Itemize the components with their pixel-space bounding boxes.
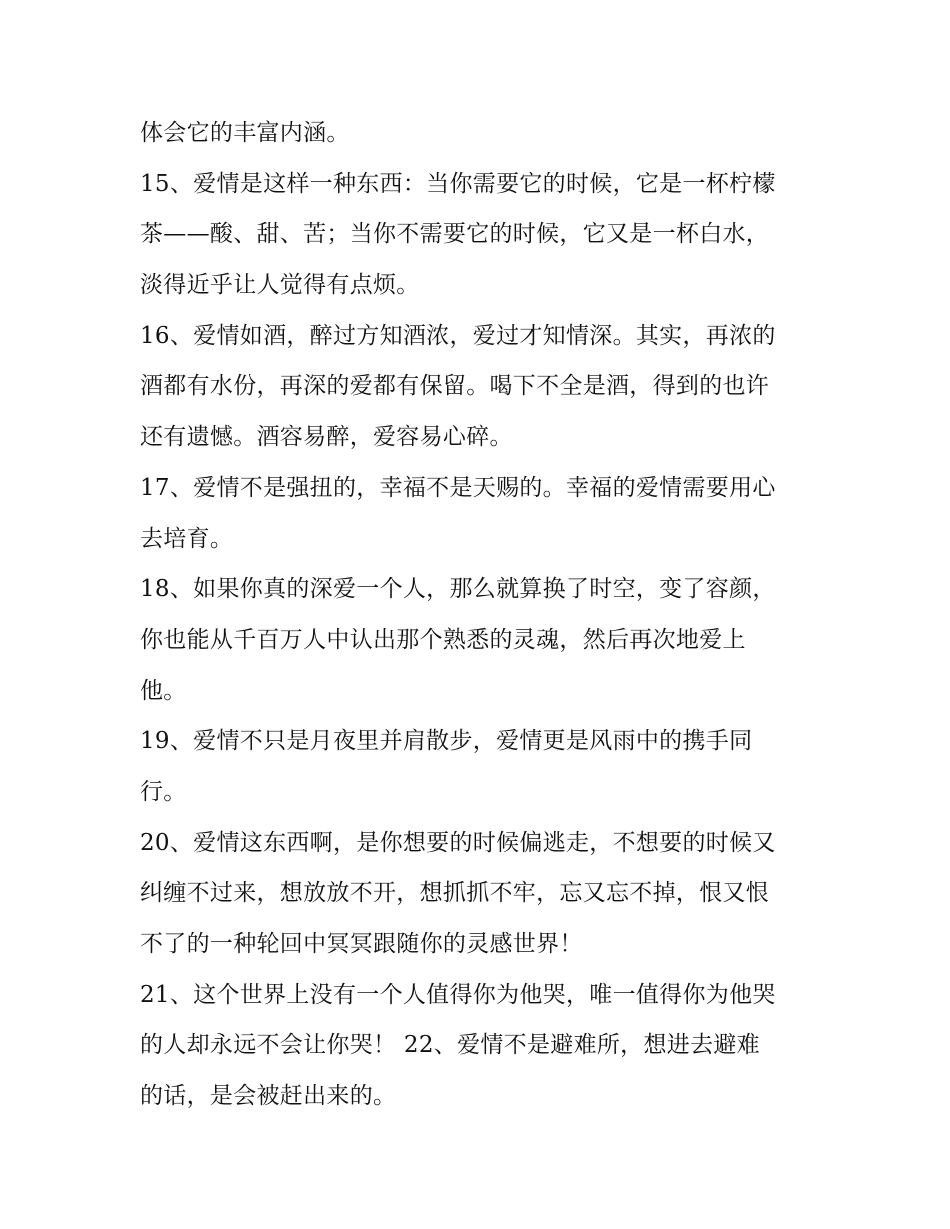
text-line: 酒都有水份，再深的爱都有保留。喝下不全是酒，得到的也许 <box>140 373 770 400</box>
text-line: 他。 <box>140 677 187 704</box>
text-line: 15、爱情是这样一种东西：当你需要它的时候，它是一杯柠檬 <box>140 170 776 197</box>
text-line: 17、爱情不是强扭的，幸福不是天赐的。幸福的爱情需要用心 <box>140 474 776 501</box>
text-line: 的人却永远不会让你哭！ 22、爱情不是避难所，想进去避难 <box>140 1032 760 1059</box>
text-line: 16、爱情如酒，醉过方知酒浓，爱过才知情深。其实，再浓的 <box>140 322 776 349</box>
text-line: 18、如果你真的深爱一个人，那么就算换了时空，变了容颜， <box>140 576 776 603</box>
text-line: 19、爱情不只是月夜里并肩散步，爱情更是风雨中的携手同 <box>140 728 753 755</box>
text-line: 淡得近乎让人觉得有点烦。 <box>140 272 420 299</box>
document-body <box>140 108 820 1122</box>
text-line: 茶——酸、甜、苦；当你不需要它的时候，它又是一杯白水， <box>140 221 770 248</box>
text-line: 体会它的丰富内涵。 <box>140 120 350 146</box>
text-line: 去培育。 <box>140 525 234 552</box>
text-line: 的话，是会被赶出来的。 <box>140 1083 397 1110</box>
text-line: 不了的一种轮回中冥冥跟随你的灵感世界！ <box>140 931 583 957</box>
text-line: 20、爱情这东西啊，是你想要的时候偏逃走，不想要的时候又 <box>140 829 776 856</box>
text-line: 你也能从千百万人中认出那个熟悉的灵魂，然后再次地爱上 <box>140 626 746 653</box>
text-line: 还有遗憾。酒容易醉，爱容易心碎。 <box>140 424 513 451</box>
text-line: 行。 <box>140 778 187 805</box>
text-line: 21、这个世界上没有一个人值得你为他哭，唯一值得你为他哭 <box>140 981 776 1008</box>
text-line: 纠缠不过来，想放放不开，想抓抓不牢，忘又忘不掉，恨又恨 <box>140 880 770 907</box>
